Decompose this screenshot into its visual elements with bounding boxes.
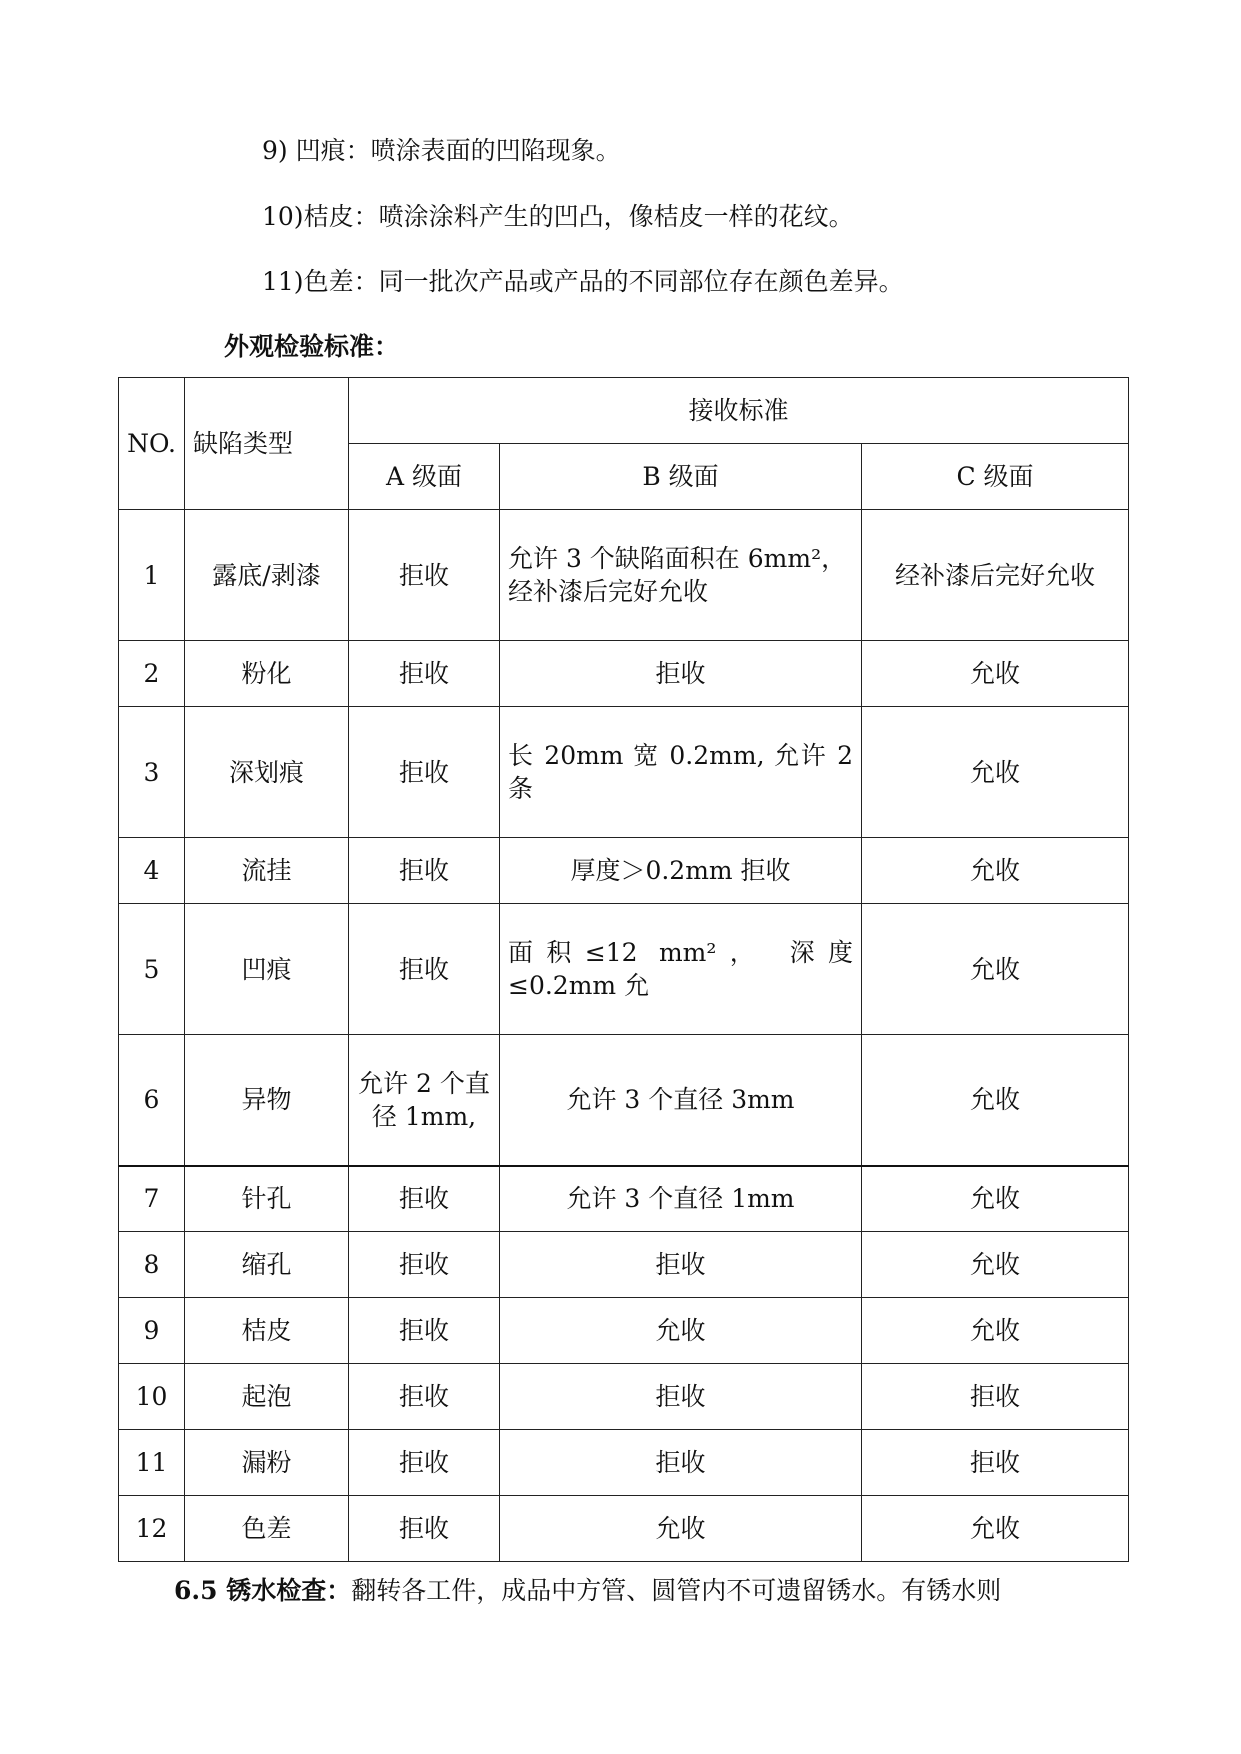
rust-water-check-paragraph xyxy=(174,1574,1001,1608)
header-grade-a: A 级面 xyxy=(349,444,500,510)
definition-10: 10)桔皮：喷涂涂料产生的凹凸，像桔皮一样的花纹。 xyxy=(262,202,854,231)
cell-c: 允收 xyxy=(862,838,1129,904)
section-heading: 外观检验标准： xyxy=(224,332,400,361)
cell-b: 允许 3 个缺陷面积在 6mm²，经补漆后完好允收 xyxy=(500,510,862,641)
cell-b: 拒收 xyxy=(500,1232,862,1298)
cell-no: 2 xyxy=(119,641,185,707)
header-grade-c: C 级面 xyxy=(862,444,1129,510)
cell-a: 拒收 xyxy=(349,1298,500,1364)
cell-type: 深划痕 xyxy=(185,707,349,838)
table-row xyxy=(119,510,1129,641)
table-row xyxy=(119,838,1129,904)
cell-type: 露底/剥漆 xyxy=(185,510,349,641)
cell-type: 粉化 xyxy=(185,641,349,707)
header-grade-b: B 级面 xyxy=(500,444,862,510)
header-no: NO. xyxy=(119,378,185,510)
table-row xyxy=(119,1496,1129,1562)
cell-type: 凹痕 xyxy=(185,904,349,1035)
cell-no: 1 xyxy=(119,510,185,641)
cell-a: 拒收 xyxy=(349,707,500,838)
cell-b: 允收 xyxy=(500,1496,862,1562)
section-text: 翻转各工件，成品中方管、圆管内不可遗留锈水。有锈水则 xyxy=(351,1576,1002,1605)
cell-c: 拒收 xyxy=(862,1364,1129,1430)
table-row xyxy=(119,1430,1129,1496)
cell-b: 长 20mm 宽 0.2mm, 允许 2 条 xyxy=(500,707,862,838)
definition-9: 9) 凹痕：喷涂表面的凹陷现象。 xyxy=(262,136,621,165)
cell-type: 针孔 xyxy=(185,1166,349,1232)
table-row xyxy=(119,641,1129,707)
cell-no: 8 xyxy=(119,1232,185,1298)
cell-b: 允收 xyxy=(500,1298,862,1364)
cell-a: 拒收 xyxy=(349,641,500,707)
definition-11: 11)色差：同一批次产品或产品的不同部位存在颜色差异。 xyxy=(262,267,904,296)
cell-a: 拒收 xyxy=(349,1232,500,1298)
cell-b: 拒收 xyxy=(500,641,862,707)
cell-a: 拒收 xyxy=(349,904,500,1035)
cell-c: 允收 xyxy=(862,1496,1129,1562)
table-row xyxy=(119,1364,1129,1430)
cell-c: 允收 xyxy=(862,1166,1129,1232)
cell-no: 11 xyxy=(119,1430,185,1496)
cell-c: 允收 xyxy=(862,1298,1129,1364)
cell-type: 异物 xyxy=(185,1035,349,1166)
cell-a: 拒收 xyxy=(349,1364,500,1430)
inspection-standard-table xyxy=(118,377,1129,1562)
cell-no: 10 xyxy=(119,1364,185,1430)
cell-c: 允收 xyxy=(862,904,1129,1035)
cell-c: 经补漆后完好允收 xyxy=(862,510,1129,641)
header-defect-type: 缺陷类型 xyxy=(185,378,349,510)
table-row xyxy=(119,1298,1129,1364)
cell-no: 5 xyxy=(119,904,185,1035)
cell-a: 拒收 xyxy=(349,1496,500,1562)
cell-type: 起泡 xyxy=(185,1364,349,1430)
cell-a: 拒收 xyxy=(349,1430,500,1496)
cell-no: 9 xyxy=(119,1298,185,1364)
cell-b: 允许 3 个直径 1mm xyxy=(500,1166,862,1232)
cell-c: 允收 xyxy=(862,1035,1129,1166)
cell-b: 厚度＞0.2mm 拒收 xyxy=(500,838,862,904)
cell-c: 拒收 xyxy=(862,1430,1129,1496)
table-row xyxy=(119,1035,1129,1166)
cell-b: 拒收 xyxy=(500,1364,862,1430)
cell-type: 流挂 xyxy=(185,838,349,904)
cell-no: 6 xyxy=(119,1035,185,1166)
table-row xyxy=(119,1166,1129,1232)
cell-no: 4 xyxy=(119,838,185,904)
cell-b: 允许 3 个直径 3mm xyxy=(500,1035,862,1166)
cell-type: 色差 xyxy=(185,1496,349,1562)
cell-a: 拒收 xyxy=(349,510,500,641)
cell-no: 7 xyxy=(119,1166,185,1232)
table-row xyxy=(119,707,1129,838)
cell-c: 允收 xyxy=(862,707,1129,838)
table-row xyxy=(119,904,1129,1035)
cell-no: 12 xyxy=(119,1496,185,1562)
section-label: 6.5 锈水检查： xyxy=(174,1576,352,1605)
cell-type: 漏粉 xyxy=(185,1430,349,1496)
cell-c: 允收 xyxy=(862,1232,1129,1298)
cell-type: 桔皮 xyxy=(185,1298,349,1364)
cell-type: 缩孔 xyxy=(185,1232,349,1298)
cell-a: 拒收 xyxy=(349,838,500,904)
cell-a: 允许 2 个直径 1mm, xyxy=(349,1035,500,1166)
cell-b: 拒收 xyxy=(500,1430,862,1496)
cell-a: 拒收 xyxy=(349,1166,500,1232)
cell-c: 允收 xyxy=(862,641,1129,707)
header-acceptance: 接收标准 xyxy=(349,378,1129,444)
cell-b: 面积≤12 mm²， 深度≤0.2mm 允 xyxy=(500,904,862,1035)
table-row xyxy=(119,1232,1129,1298)
cell-no: 3 xyxy=(119,707,185,838)
